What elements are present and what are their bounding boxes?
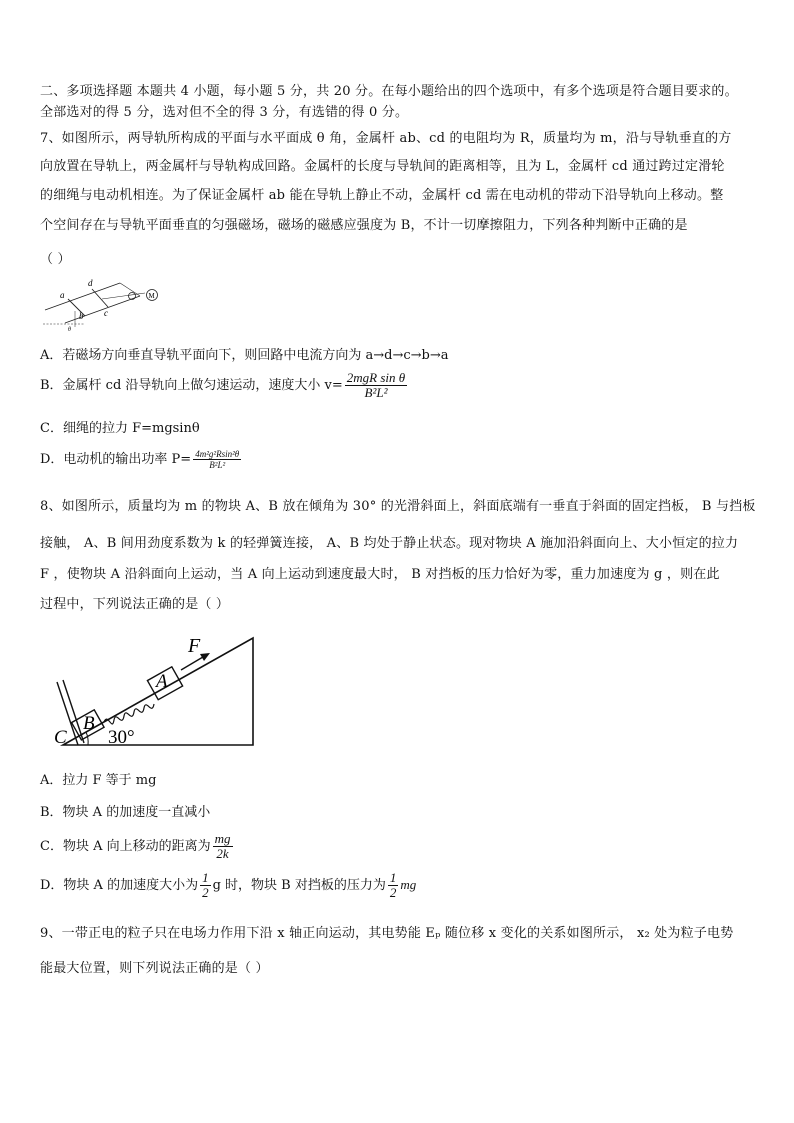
q8-option-d-fraction-1: $\frac{1}{2}$: [202, 870, 209, 900]
q8-stem-line: F ，使物块 A 沿斜面向上运动，当 A 向上运动到速度最大时， B 对挡板的压力恰好为零，重力加速度为 g ，则在此: [40, 567, 720, 582]
q9-stem-line: 9、一带正电的粒子只在电场力作用下沿 x 轴正向运动，其电势能 Eₚ 随位移 x 变化的关系如图所示， x₂ 处为粒子电势: [40, 926, 734, 941]
fig-label-angle: 30°: [108, 727, 135, 748]
section-heading: 二、多项选择题 本题共 4 小题，每小题 5 分，共 20 分。在每小题给出的四个选项中，有多个选项是符合题目要求的。: [40, 84, 738, 99]
q7-option-b: [40, 371, 409, 400]
fig-label-theta: θ: [68, 327, 71, 333]
q8-option-a: A．拉力 F 等于 mg: [40, 773, 157, 788]
section-heading-cont: 全部选对的得 5 分，选对但不全的得 3 分，有选错的得 0 分。: [40, 105, 409, 120]
q8-figure: [48, 630, 263, 750]
fig-label-F: F: [188, 635, 201, 657]
q9-stem-line: 能最大位置，则下列说法正确的是（ ）: [40, 961, 269, 976]
q8-option-c-text: C．物块 A 向上移动的距离为: [40, 839, 211, 854]
q8-option-c-fraction: $\frac{mg}{2k}$: [214, 831, 231, 861]
q8-option-d-fraction-2: $\frac{1}{2}$: [389, 870, 397, 900]
q7-option-b-text: B．金属杆 cd 沿导轨向上做匀速运动，速度大小 v=: [40, 378, 343, 393]
q7-figure: [40, 275, 170, 333]
q7-stem-line: 个空间存在与导轨平面垂直的匀强磁场，磁场的磁感应强度为 B，不计一切摩擦阻力，下列各种判断中正确的是: [40, 218, 688, 233]
q8-stem-line: 过程中，下列说法正确的是（ ）: [40, 597, 230, 612]
fig-label-B: B: [83, 713, 95, 734]
fig-label-c: c: [104, 308, 108, 318]
q8-option-d-text-c: mg: [400, 877, 417, 892]
q7-stem-line: 的细绳与电动机相连。为了保证金属杆 ab 能在导轨上静止不动，金属杆 cd 需在电动机的带动下沿导轨向上移动。整: [40, 188, 724, 203]
q7-option-b-fraction: $\frac{\text{2mgR sin θ}}{\text{B²L²}}$: [346, 370, 406, 400]
fig-label-motor: M: [148, 292, 155, 300]
fig-label-d: d: [88, 278, 93, 288]
q8-option-c: [40, 832, 235, 861]
q8-stem-line: 接触， A、B 间用劲度系数为 k 的轻弹簧连接， A、B 均处于静止状态。现对物块 A 施加沿斜面向上、大小恒定的拉力: [40, 536, 739, 551]
q7-stem-line: 向放置在导轨上，两金属杆与导轨构成回路。金属杆的长度与导轨间的距离相等，且为 L，金属杆 cd 通过跨过定滑轮: [40, 159, 725, 174]
fig-label-b: b: [79, 311, 84, 321]
fig-label-a: a: [60, 290, 65, 300]
q8-option-d-text-b: g 时，物块 B 对挡板的压力为: [212, 878, 386, 893]
q7-option-a: A．若磁场方向垂直导轨平面向下，则回路中电流方向为 a→d→c→b→a: [40, 348, 449, 363]
fig-label-A: A: [156, 671, 168, 692]
q8-stem-line: 8、如图所示，质量均为 m 的物块 A、B 放在倾角为 30° 的光滑斜面上，斜面底端有一垂直于斜面的固定挡板， B 与挡板: [40, 499, 756, 514]
q7-option-d-text: D．电动机的输出功率 P=: [40, 452, 192, 467]
q7-answer-blank: （ ）: [40, 252, 71, 267]
q8-option-d-text-a: D．物块 A 的加速度大小为: [40, 878, 199, 893]
q7-stem-line: 7、如图所示，两导轨所构成的平面与水平面成 θ 角，金属杆 ab、cd 的电阻均为 R，质量均为 m，沿与导轨垂直的方: [40, 131, 732, 146]
fig-label-C: C: [54, 727, 67, 748]
q7-option-c: C．细绳的拉力 F=mgsinθ: [40, 421, 200, 436]
q8-option-d: [40, 871, 416, 900]
q8-option-b: B．物块 A 的加速度一直减小: [40, 805, 211, 820]
q7-option-d-fraction: $\frac{\text{4m²g²Rsin²θ}}{\text{B²L²}}$: [195, 449, 240, 470]
q7-option-d: [40, 448, 243, 470]
